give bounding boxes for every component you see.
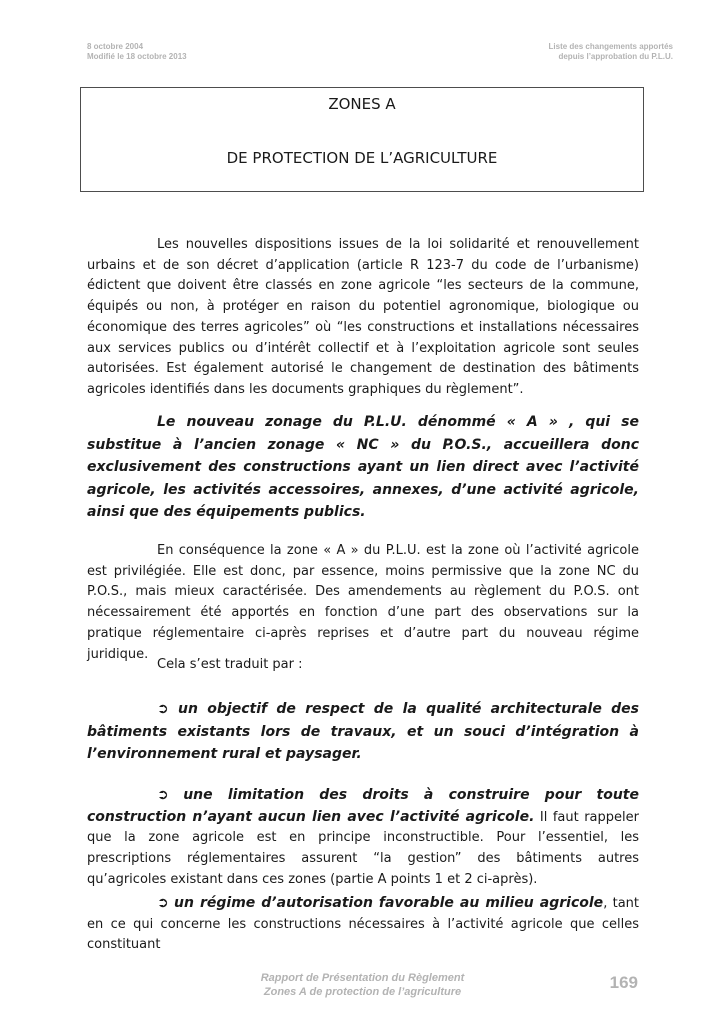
bullet-1 (87, 698, 639, 766)
bullet-3-text: , tant en ce qui concerne les constructions nécessaires à l’activité agricole que celles constituant (87, 896, 639, 953)
bullet-2-block (87, 785, 639, 891)
bullet-2 (87, 785, 639, 891)
bullet-3-block (87, 893, 639, 956)
footer-line2: Zones A de protection de l’agriculture (263, 986, 462, 998)
page-subtitle: DE PROTECTION DE L’AGRICULTURE (226, 149, 498, 167)
header-date: 8 octobre 2004 (87, 42, 144, 51)
arrow-icon: ➲ (157, 895, 169, 911)
page-number: 169 (609, 973, 638, 992)
page-title: ZONES A (328, 95, 396, 113)
paragraph-intro: Les nouvelles dispositions issues de la loi solidarité et renouvellement urbains et de son décret d’application (article R 123-7 du code de l’urbanisme) édictent que doivent être classés en zone agricole “les secteurs de la commune, équipés ou non, à protéger en raison du potentiel agronomique, biologique ou économique des terres agricoles” où “les constructions et installations nécessaires aux services publics ou d’intérêt collectif et à l’exploitation agricole sont seules autorisées. Est également autorisé le changement de destination des bâtiments agricoles identifiés dans les documents graphiques du règlement”. (87, 237, 639, 397)
bullet-1-text: un objectif de respect de la qualité architecturale des bâtiments existants lors de travaux, et un souci d’intégration à l’environnement rural et paysager. (87, 701, 640, 762)
bullet-1-block (87, 698, 639, 766)
bullet-3-emphasis: un régime d’autorisation favorable au milieu agricole (174, 895, 604, 911)
header-left (87, 42, 187, 62)
arrow-icon: ➲ (157, 701, 169, 717)
header-doc-title-line2: depuis l’approbation du P.L.U. (558, 52, 673, 61)
paragraph-translated-block (87, 655, 639, 676)
paragraph-consequence: En conséquence la zone « A » du P.L.U. est la zone où l’activité agricole est privilégiée. Elle est donc, par essence, moins permissive que la zone NC du P.O.S., mais mieux caractérisée. Des amendements au règlement du P.O.S. ont nécessairement été apportés en fonction d’une part des observations sur la pratique réglementaire ci-après reprises et d’autre part du nouveau régime juridique. (87, 543, 639, 662)
paragraph-emphasis: Le nouveau zonage du P.L.U. dénommé « A » , qui se substitue à l’ancien zonage « NC » du P.O.S., accueillera donc exclusivement des constructions ayant un lien direct avec l’activité agricole, les activités accessoires, annexes, d’une activité agricole, ainsi que des équipements publics. (87, 414, 639, 520)
header-modified-date: Modifié le 18 octobre 2013 (87, 52, 187, 61)
arrow-icon: ➲ (157, 787, 169, 803)
paragraph-consequence-block (87, 541, 639, 665)
title-box (80, 87, 644, 192)
paragraph-intro-block (87, 235, 639, 401)
bullet-2-text: Il faut rappeler que la zone agricole est en principe inconstructible. Pour l’essentiel, les prescriptions réglementaires assurent “la gestion” des bâtiments autres qu’agricoles existant dans ces zones (partie A points 1 et 2 ci-après). (87, 809, 639, 887)
header-doc-title-line1: Liste des changements apportés (548, 42, 673, 51)
bullet-3 (87, 893, 639, 956)
footer-line1: Rapport de Présentation du Règlement (260, 972, 465, 984)
paragraph-translated: Cela s’est traduit par : (157, 657, 303, 672)
header-right (549, 42, 673, 62)
bullet-2-emphasis: une limitation des droits à construire pour toute construction n’ayant aucun lien avec l’activité agricole. (87, 787, 639, 825)
paragraph-emphasis-block (87, 411, 639, 524)
